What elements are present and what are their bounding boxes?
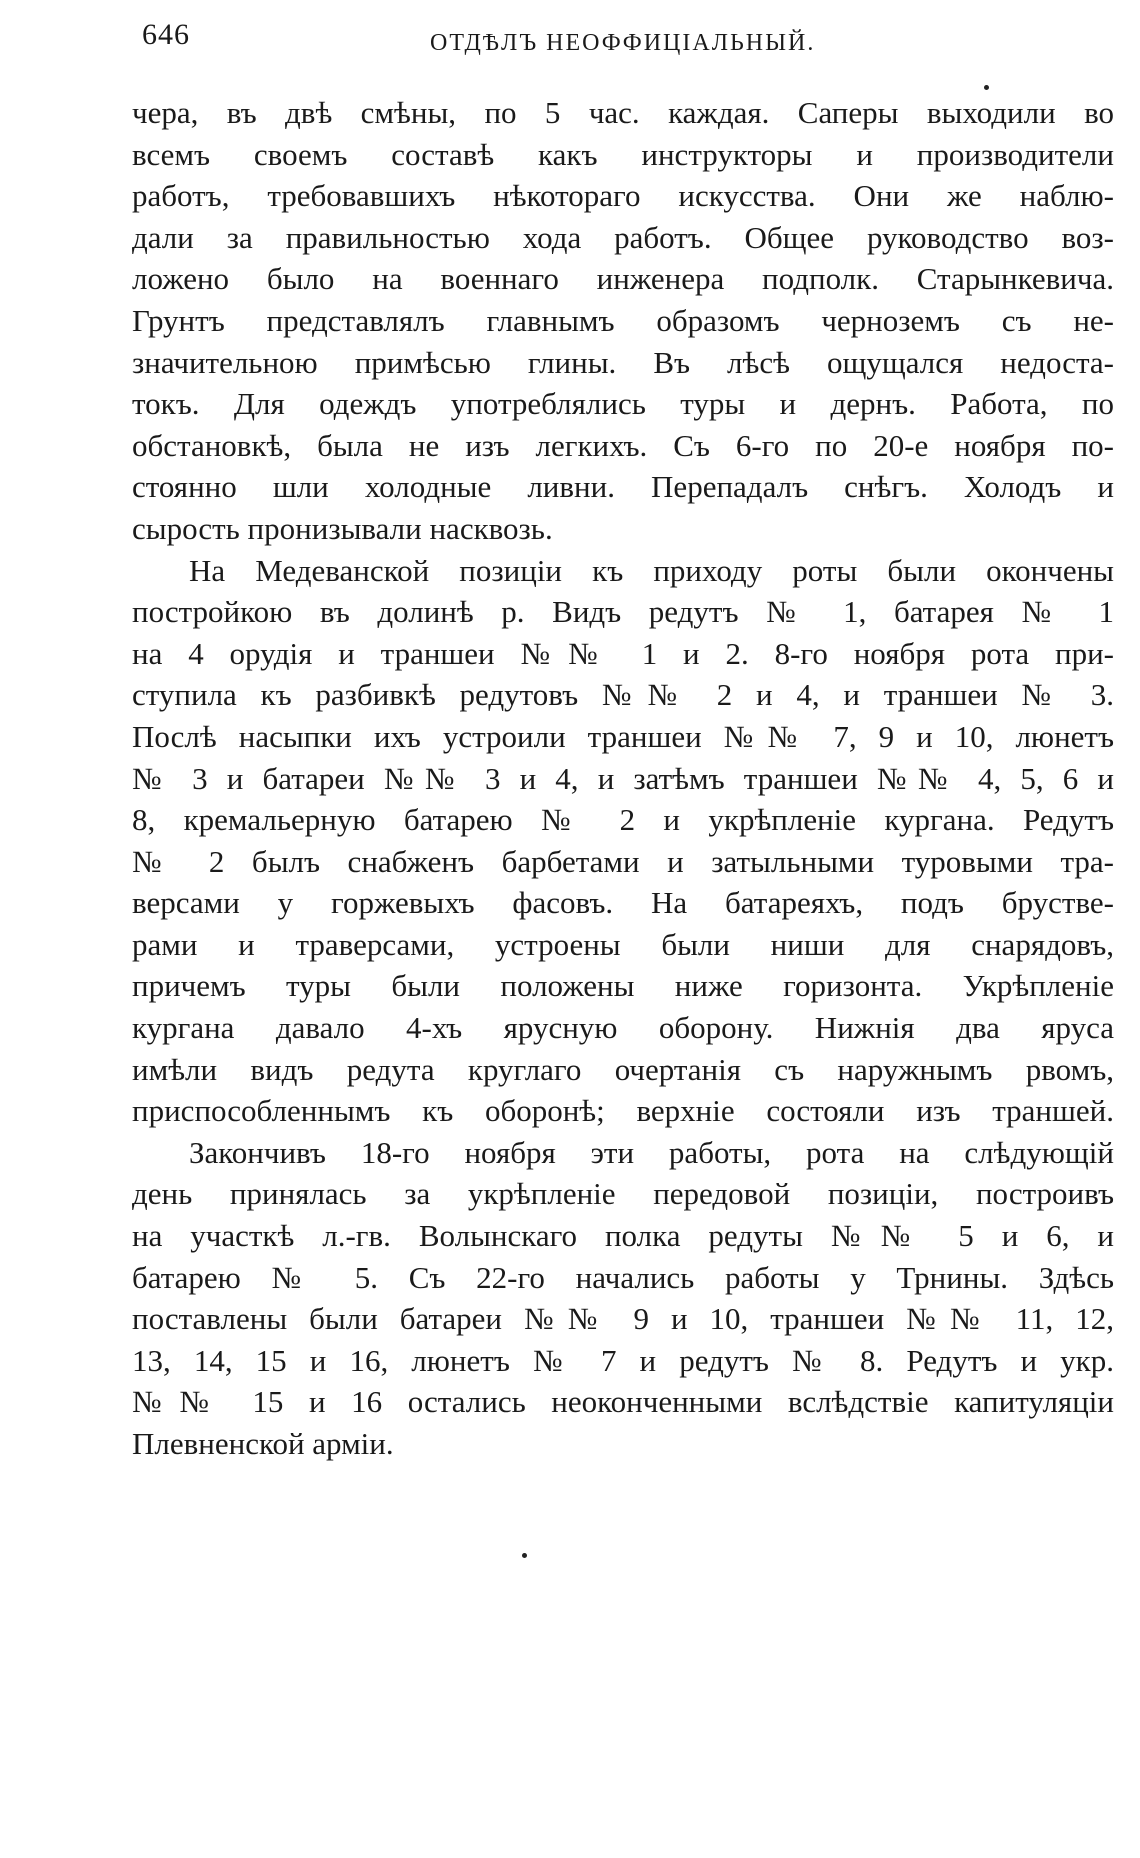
text-line: сырость пронизывали насквозь. bbox=[132, 510, 553, 546]
text-line: поставлены были батареи №№ 9 и 10, траншеи №№ 11, 12, bbox=[132, 1301, 1114, 1337]
text-line: № 3 и батареи №№ 3 и 4, и затѣмъ траншеи №№ 4, 5, 6 и bbox=[132, 760, 1114, 796]
body-text bbox=[132, 92, 1114, 1465]
text-line: 13, 14, 15 и 16, люнетъ № 7 и редутъ № 8. Редутъ и укр. bbox=[132, 1342, 1114, 1378]
text-line: рами и траверсами, устроены были ниши для снарядовъ, bbox=[132, 926, 1114, 962]
text-line: значительною примѣсью глины. Въ лѣсѣ ощущался недоста- bbox=[132, 344, 1114, 380]
text-line: на участкѣ л.-гв. Волынскаго полка редуты №№ 5 и 6, и bbox=[132, 1218, 1114, 1254]
text-line: на 4 орудія и траншеи №№ 1 и 2. 8-го ноября рота при- bbox=[132, 635, 1114, 671]
text-line: 8, кремальерную батарею № 2 и укрѣпленіе кургана. Редутъ bbox=[132, 802, 1114, 838]
text-line: имѣли видъ редута круглаго очертанія съ наружнымъ рвомъ, bbox=[132, 1051, 1114, 1087]
text-line: №№ 15 и 16 остались неоконченными вслѣдствіе капитуляціи bbox=[132, 1384, 1114, 1420]
text-line: причемъ туры были положены ниже горизонта. Укрѣпленіе bbox=[132, 968, 1114, 1004]
page-number: 646 bbox=[142, 18, 190, 51]
text-line: батарею № 5. Съ 22-го начались работы у Трнины. Здѣсь bbox=[132, 1259, 1114, 1295]
text-line: № 2 былъ снабженъ барбетами и затыльными туровыми тра- bbox=[132, 843, 1114, 879]
text-line: Закончивъ 18-го ноября эти работы, рота на слѣдующій bbox=[189, 1134, 1114, 1170]
text-line: ступила къ разбивкѣ редутовъ №№ 2 и 4, и траншеи № 3. bbox=[132, 677, 1114, 713]
print-speck bbox=[522, 1553, 527, 1558]
text-line: токъ. Для одеждъ употреблялись туры и дернъ. Работа, по bbox=[132, 386, 1114, 422]
text-line: Грунтъ представлялъ главнымъ образомъ черноземъ съ не- bbox=[132, 302, 1114, 338]
text-line: дали за правильностью хода работъ. Общее руководство воз- bbox=[132, 219, 1114, 255]
running-title: ОТДѢЛЪ НЕОФФИЦІАЛЬНЫЙ. bbox=[430, 30, 816, 56]
text-line: работъ, требовавшихъ нѣкотораго искусства. Они же наблю- bbox=[132, 178, 1114, 214]
text-line: чера, въ двѣ смѣны, по 5 час. каждая. Саперы выходили во bbox=[132, 95, 1114, 130]
text-line: Плевненской арміи. bbox=[132, 1426, 394, 1461]
text-line: обстановкѣ, была не изъ легкихъ. Съ 6-го по 20-е ноября по- bbox=[132, 427, 1114, 463]
text-line: ложено было на военнаго инженера подполк. Старынкевича. bbox=[132, 261, 1114, 297]
text-line: приспособленнымъ къ оборонѣ; верхніе состояли изъ траншей. bbox=[132, 1093, 1114, 1129]
text-line: Послѣ насыпки ихъ устроили траншеи №№ 7, 9 и 10, люнетъ bbox=[132, 718, 1114, 754]
text-line: стоянно шли холодные ливни. Перепадалъ снѣгъ. Холодъ и bbox=[132, 469, 1114, 505]
text-line: день принялась за укрѣпленіе передовой позиціи, построивъ bbox=[132, 1176, 1114, 1212]
text-line: постройкою въ долинѣ р. Видъ редутъ № 1, батарея № 1 bbox=[132, 594, 1114, 630]
text-line: кургана давало 4-хъ ярусную оборону. Нижнія два яруса bbox=[132, 1010, 1114, 1046]
text-line: версами у горжевыхъ фасовъ. На батареяхъ, подъ брустве- bbox=[132, 885, 1114, 921]
text-line: На Медеванской позиціи къ приходу роты были окончены bbox=[189, 552, 1114, 588]
print-speck bbox=[984, 85, 989, 90]
text-line: всемъ своемъ составѣ какъ инструкторы и производители bbox=[132, 136, 1114, 172]
